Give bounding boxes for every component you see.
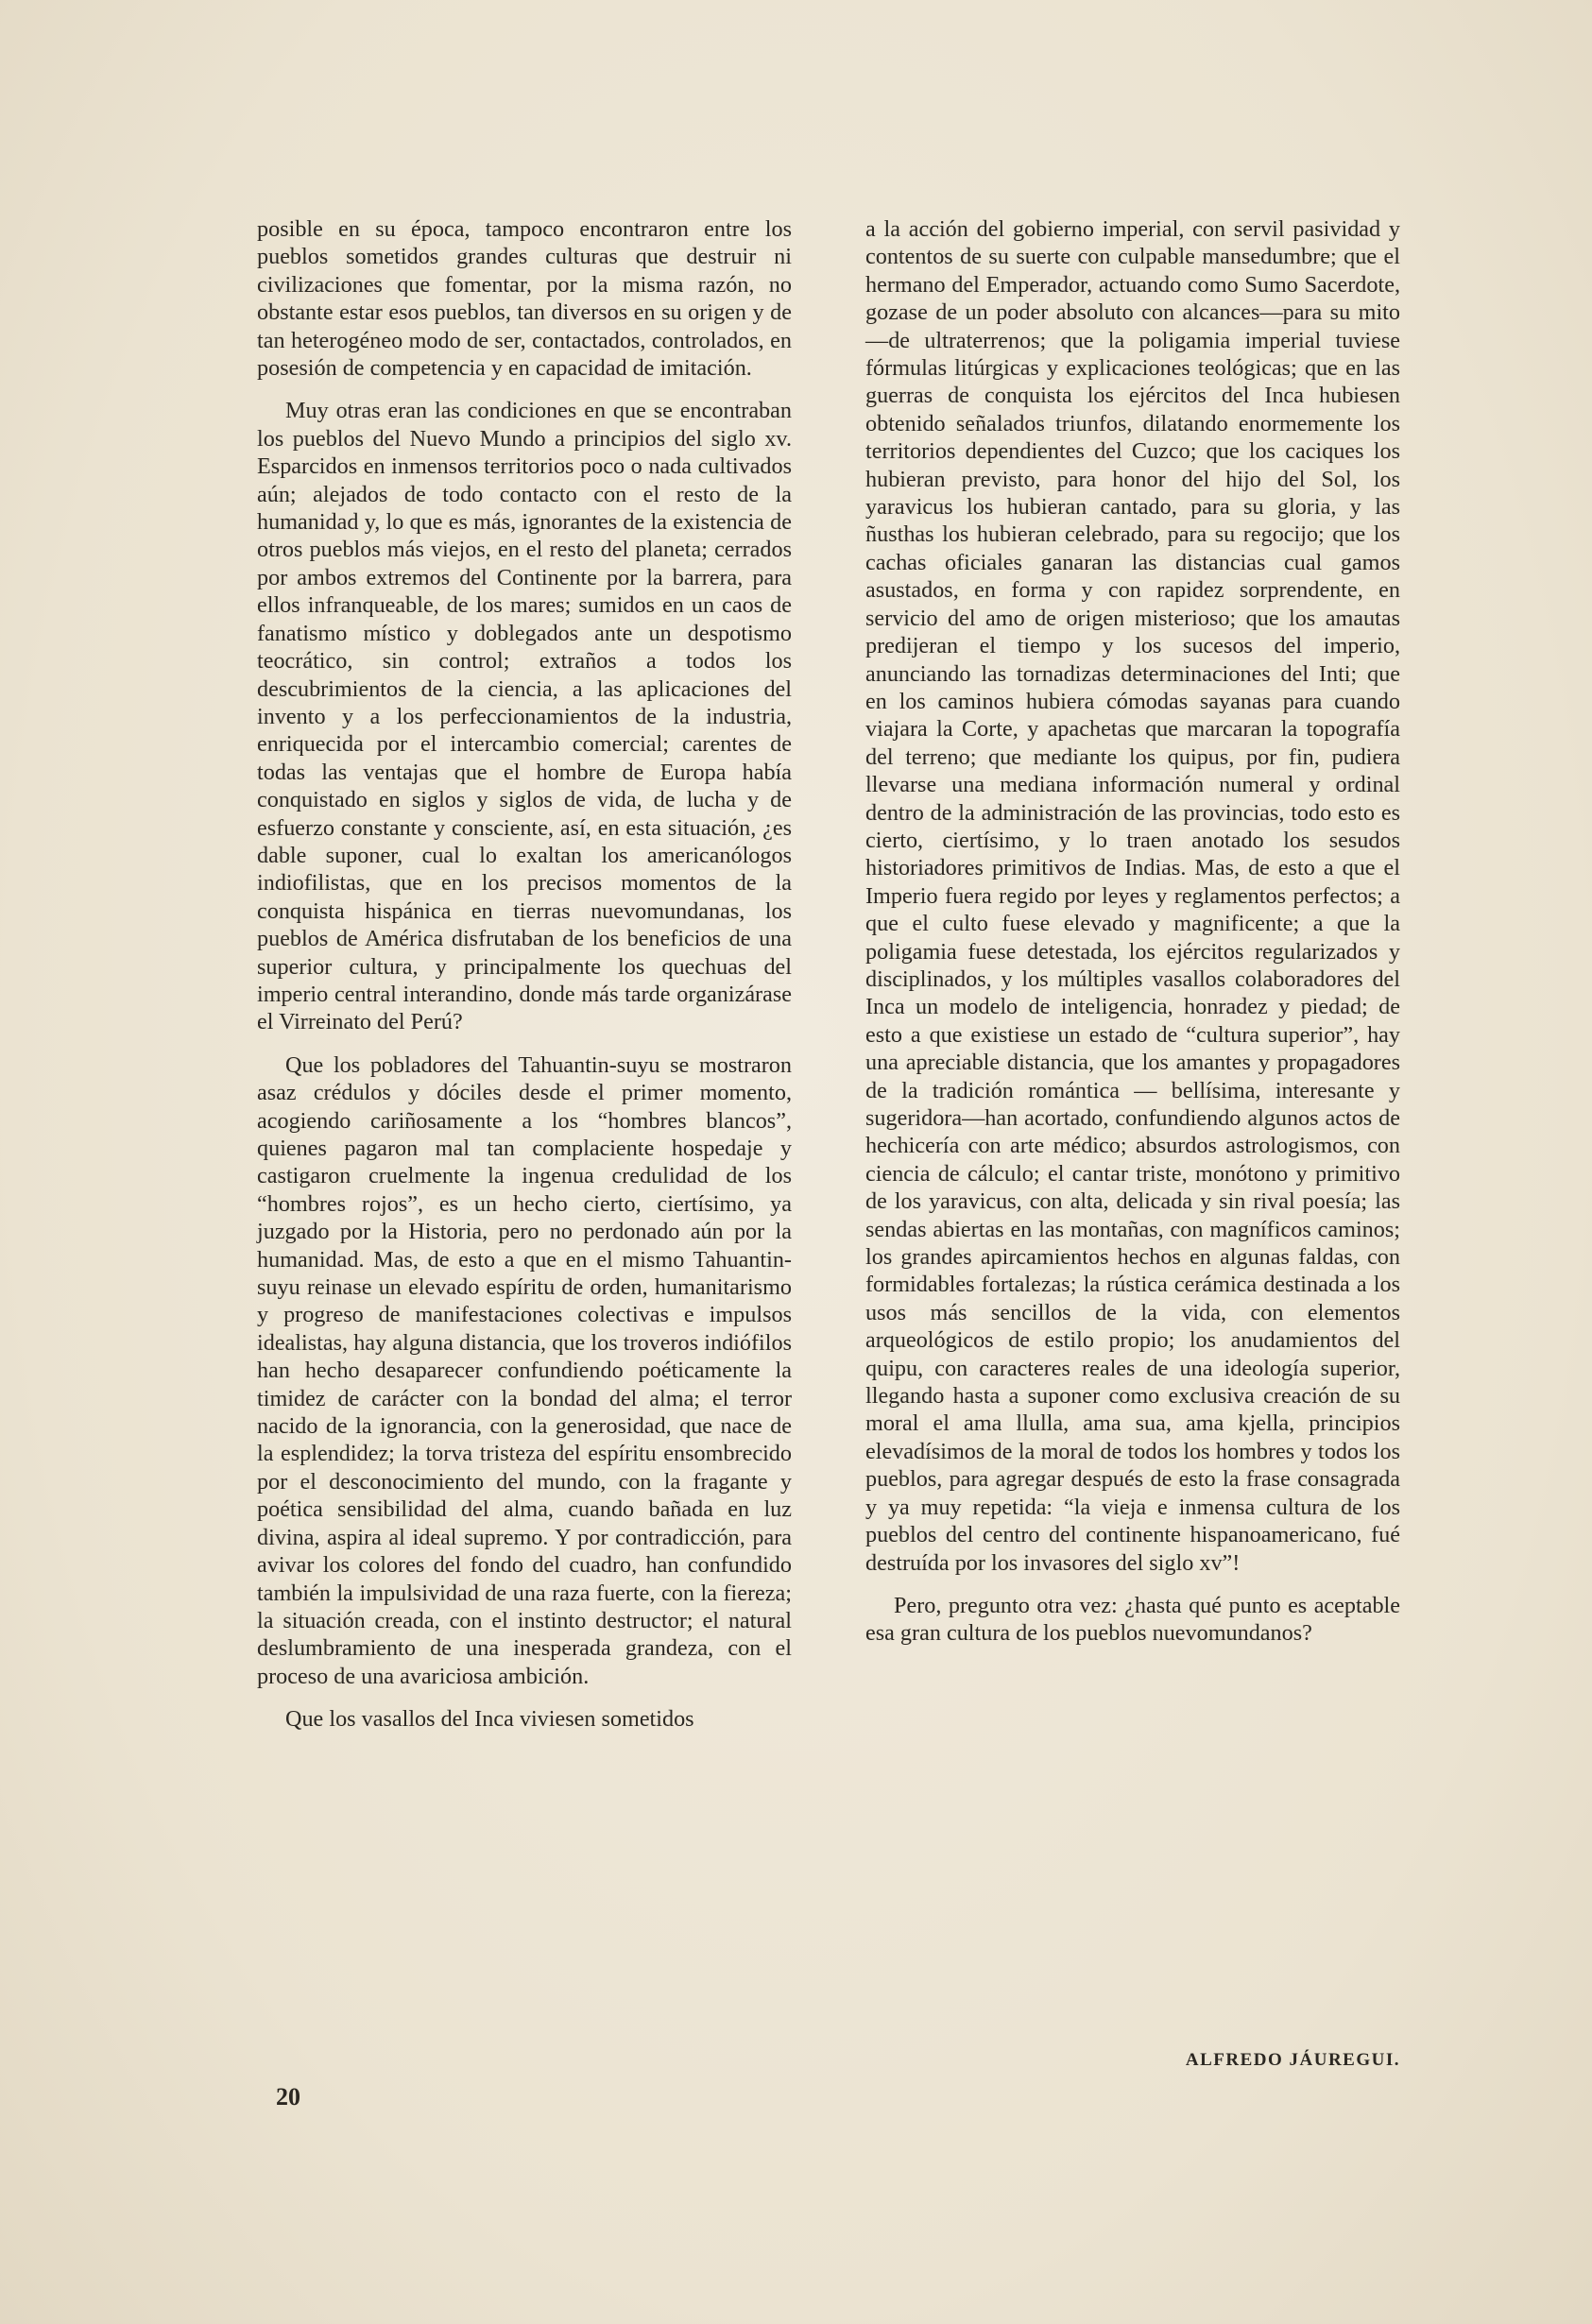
paragraph: Muy otras eran las condiciones en que se encontraban los pueblos del Nuevo Mundo a principios del siglo xv. Esparcidos en inmensos territorios poco o nada cultivados aún; alejados de todo contacto con el resto de la humanidad y, lo que es más, ignorantes de la existencia de otros pueblos más viejos, en el resto del planeta; cerrados por ambos extremos del Continente por la barrera, para ellos infranqueable, de los mares; sumidos en un caos de fanatismo místico y doblegados ante un despotismo teocrático, sin control; extraños a todos los descubrimientos de la ciencia, a las aplicaciones del invento y a los perfeccionamientos de la industria, enriquecida por el intercambio comercial; carentes de todas las ventajas que el hombre de Europa había conquistado en siglos y siglos de vida, de lucha y de esfuerzo constante y consciente, así, en esta situación, ¿es dable suponer, cual lo exaltan los americanólogos indiofilistas, que en los precisos momentos de la conquista hispánica en tierras nuevomundanas, los pueblos de América disfrutaban de los beneficios de una superior cultura, y principalmente los quechuas del imperio central interandino, donde más tarde organizárase el Virreinato del Perú? (257, 398, 792, 1035)
paragraph: Pero, pregunto otra vez: ¿hasta qué punto es aceptable esa gran cultura de los pueblos nuevomundanos? (865, 1592, 1400, 1647)
right-column (865, 215, 1400, 1648)
paragraph: Que los vasallos del Inca viviesen sometidos (285, 1706, 694, 1733)
paragraph: Que los pobladores del Tahuantin-suyu se mostraron asaz crédulos y dóciles desde el primer momento, acogiendo cariñosamente a los “hombres blancos”, quienes pagaron mal tan complaciente hospedaje y castigaron cruelmente la ingenua credulidad de los “hombres rojos”, es un hecho cierto, ciertísimo, ya juzgado por la Historia, pero no perdonado aún por la humanidad. Mas, de esto a que en el mismo Tahuantin-suyu reinase un elevado espíritu de orden, humanitarismo y progreso de manifestaciones colectivas e impulsos idealistas, hay alguna distancia, que los troveros indiófilos han hecho desaparecer confundiendo poéticamente la timidez de carácter con la bondad del alma; el terror nacido de la ignorancia, con la generosidad, que nace de la esplendidez; la torva tristeza del espíritu ensombrecido por el desconocimiento del mundo, con la fragante y poética sensibilidad del alma, cuando bañada en luz divina, aspira al ideal supremo. Y por contradicción, para avivar los colores del fondo del cuadro, han confundido también la impulsividad de una raza fuerte, con la fiereza; la situación creada, con el instinto destructor; el natural deslumbramiento de una inesperada grandeza, con el proceso de una avariciosa ambición. (257, 1051, 792, 1689)
paragraph: posible en su época, tampoco encontraron entre los pueblos sometidos grandes culturas que destruir ni civilizaciones que fomentar, por la misma razón, no obstante estar esos pueblos, tan diversos en su origen y de tan heterogéneo modo de ser, contactados, controlados, en posesión de competencia y en capacidad de imitación. (257, 216, 792, 382)
page-number: 20 (276, 2083, 300, 2110)
author-signature: ALFREDO JÁUREGUI. (1185, 2050, 1400, 2070)
paragraph: a la acción del gobierno imperial, con servil pasividad y contentos de su suerte con culpable mansedumbre; que el hermano del Emperador, actuando como Sumo Sacerdote, gozase de un poder absoluto con alcances—para su mito—de ultraterrenos; que la poligamia imperial tuviese fórmulas litúrgicas y explicaciones teológicas; que en las guerras de conquista los ejércitos del Inca hubiesen obtenido señalados triunfos, dilatando enormemente los territorios dependientes del Cuzco; que los caciques los hubieran previsto, para honor del hijo del Sol, los yaravicus los hubieran cantado, para su gloria, y las ñusthas los hubieran celebrado, para su regocijo; que los cachas oficiales ganaran las distancias cual gamos asustados, en forma y con rapidez sorprendente, en servicio del amo de origen misterioso; que los amautas predijeran el tiempo y los sucesos del imperio, anunciando las tornadizas determinaciones del Inti; que en los caminos hubiera cómodas sayanas para cuando viajara la Corte, y apachetas que marcaran la topografía del terreno; que mediante los quipus, por fin, pudiera llevarse una mediana información numeral y ordinal dentro de la administración de las provincias, todo esto es cierto, ciertísimo, y lo traen anotado los sesudos historiadores primitivos de Indias. Mas, de esto a que el Imperio fuera regido por leyes y reglamentos perfectos; a que el culto fuese elevado y magnificente; a que la poligamia fuese detestada, los ejércitos regularizados y disciplinados, y los múltiples vasallos colaboradores del Inca un modelo de inteligencia, honradez y piedad; de esto a que existiese un estado de “cultura superior”, hay una apreciable distancia, que los amantes y propagadores de la tradición romántica — bellísima, interesante y sugeridora—han acortado, confundiendo algunos actos de hechicería con arte médico; absurdos astrologismos, con ciencia de cálculo; el cantar triste, monótono y primitivo de los yaravicus, con alta, delicada y sin rival poesía; las sendas abiertas en las montañas, con magníficos caminos; los grandes apircamientos hechos en algunas faldas, con formidables fortalezas; la rústica cerámica destinada a los usos más sencillos de la vida, con elementos arqueológicos de estilo propio; los anudamientos del quipu, con caracteres reales de una ideología superior, llegando hasta a suponer como exclusiva creación de su moral el ama llulla, ama sua, ama kjella, principios elevadísimos de la moral de todos los hombres y todos los pueblos, para agregar después de esto la frase consagrada y ya muy repetida: “la vieja e inmensa cultura de los pueblos del centro del continente hispanoamericano, fué destruída por los invasores del siglo xv”! (865, 216, 1400, 1576)
left-column (257, 215, 792, 1734)
